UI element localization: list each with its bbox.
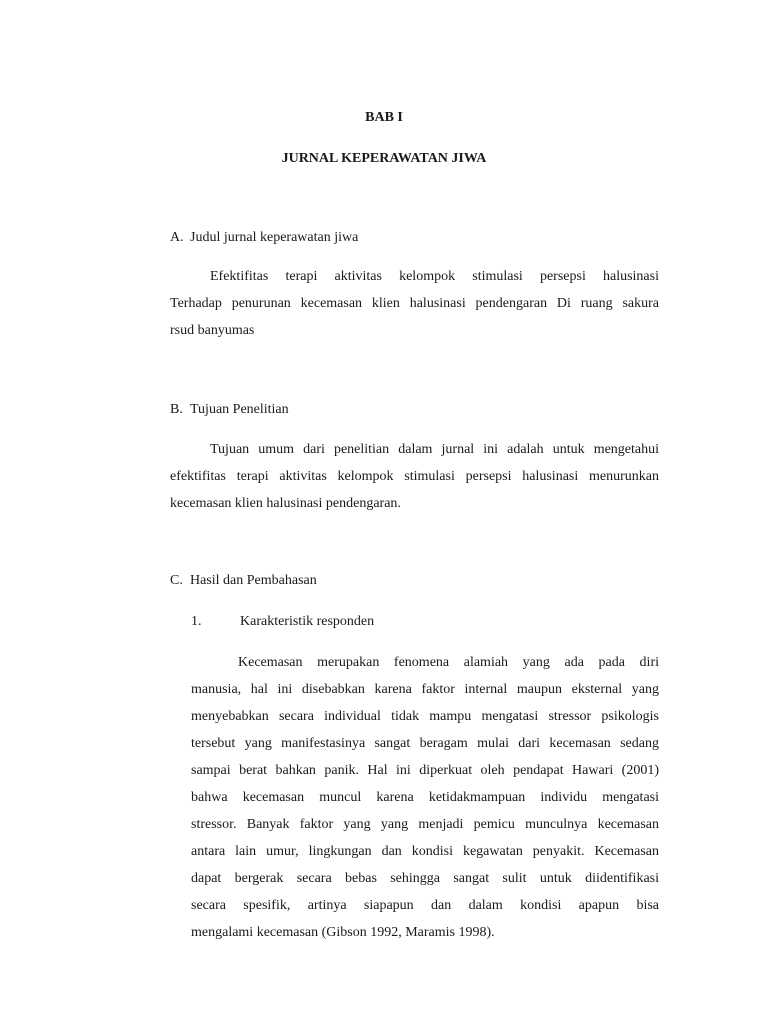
section-c-letter: C.: [170, 573, 183, 588]
section-b-heading: [170, 402, 289, 418]
paragraph-line: Terhadap penurunan kecemasan klien halusinasi pendengaran Di ruang sakura: [170, 296, 659, 311]
numbered-item: [191, 614, 374, 630]
paragraph-line: manusia, hal ini disebabkan karena faktor internal maupun eksternal yang: [191, 682, 659, 697]
paragraph-line: Kecemasan merupakan fenomena alamiah yang ada pada diri: [238, 655, 659, 670]
paragraph-line: bahwa kecemasan muncul karena ketidakmampuan individu mengatasi: [191, 790, 659, 805]
section-a-heading: [170, 230, 358, 246]
paragraph-line: tersebut yang manifestasinya sangat beragam mulai dari kecemasan sedang: [191, 736, 659, 751]
paragraph-line: mengalami kecemasan (Gibson 1992, Maramis 1998).: [191, 925, 495, 940]
document-title: JURNAL KEPERAWATAN JIWA: [281, 151, 487, 166]
section-a-title: Judul jurnal keperawatan jiwa: [190, 230, 359, 245]
paragraph-line: Tujuan umum dari penelitian dalam jurnal ini adalah untuk mengetahui: [210, 442, 659, 457]
section-c-title: Hasil dan Pembahasan: [190, 573, 317, 588]
paragraph-line: kecemasan klien halusinasi pendengaran.: [170, 496, 401, 511]
section-a-letter: A.: [170, 230, 184, 245]
item-number: 1.: [191, 614, 202, 629]
section-b-title: Tujuan Penelitian: [190, 402, 289, 417]
section-c-heading: [170, 573, 317, 589]
paragraph-line: rsud banyumas: [170, 323, 255, 338]
section-b-letter: B.: [170, 402, 183, 417]
paragraph-line: secara spesifik, artinya siapapun dan dalam kondisi apapun bisa: [191, 898, 659, 913]
chapter-label: BAB I: [365, 110, 403, 125]
section-a-paragraph: [170, 263, 659, 344]
paragraph-line: menyebabkan secara individual tidak mampu mengatasi stressor psikologis: [191, 709, 659, 724]
paragraph-line: antara lain umur, lingkungan dan kondisi kegawatan penyakit. Kecemasan: [191, 844, 659, 859]
item-heading: Karakteristik responden: [240, 614, 375, 629]
paragraph-line: efektifitas terapi aktivitas kelompok stimulasi persepsi halusinasi menurunkan: [170, 469, 659, 484]
paragraph-line: stressor. Banyak faktor yang yang menjadi pemicu munculnya kecemasan: [191, 817, 659, 832]
paragraph-line: Efektifitas terapi aktivitas kelompok stimulasi persepsi halusinasi: [210, 269, 659, 284]
section-b-paragraph: [170, 436, 659, 517]
paragraph-line: sampai berat bahkan panik. Hal ini diperkuat oleh pendapat Hawari (2001): [191, 763, 659, 778]
paragraph-line: dapat bergerak secara bebas sehingga sangat sulit untuk diidentifikasi: [191, 871, 659, 886]
section-c-paragraph: [191, 649, 659, 946]
